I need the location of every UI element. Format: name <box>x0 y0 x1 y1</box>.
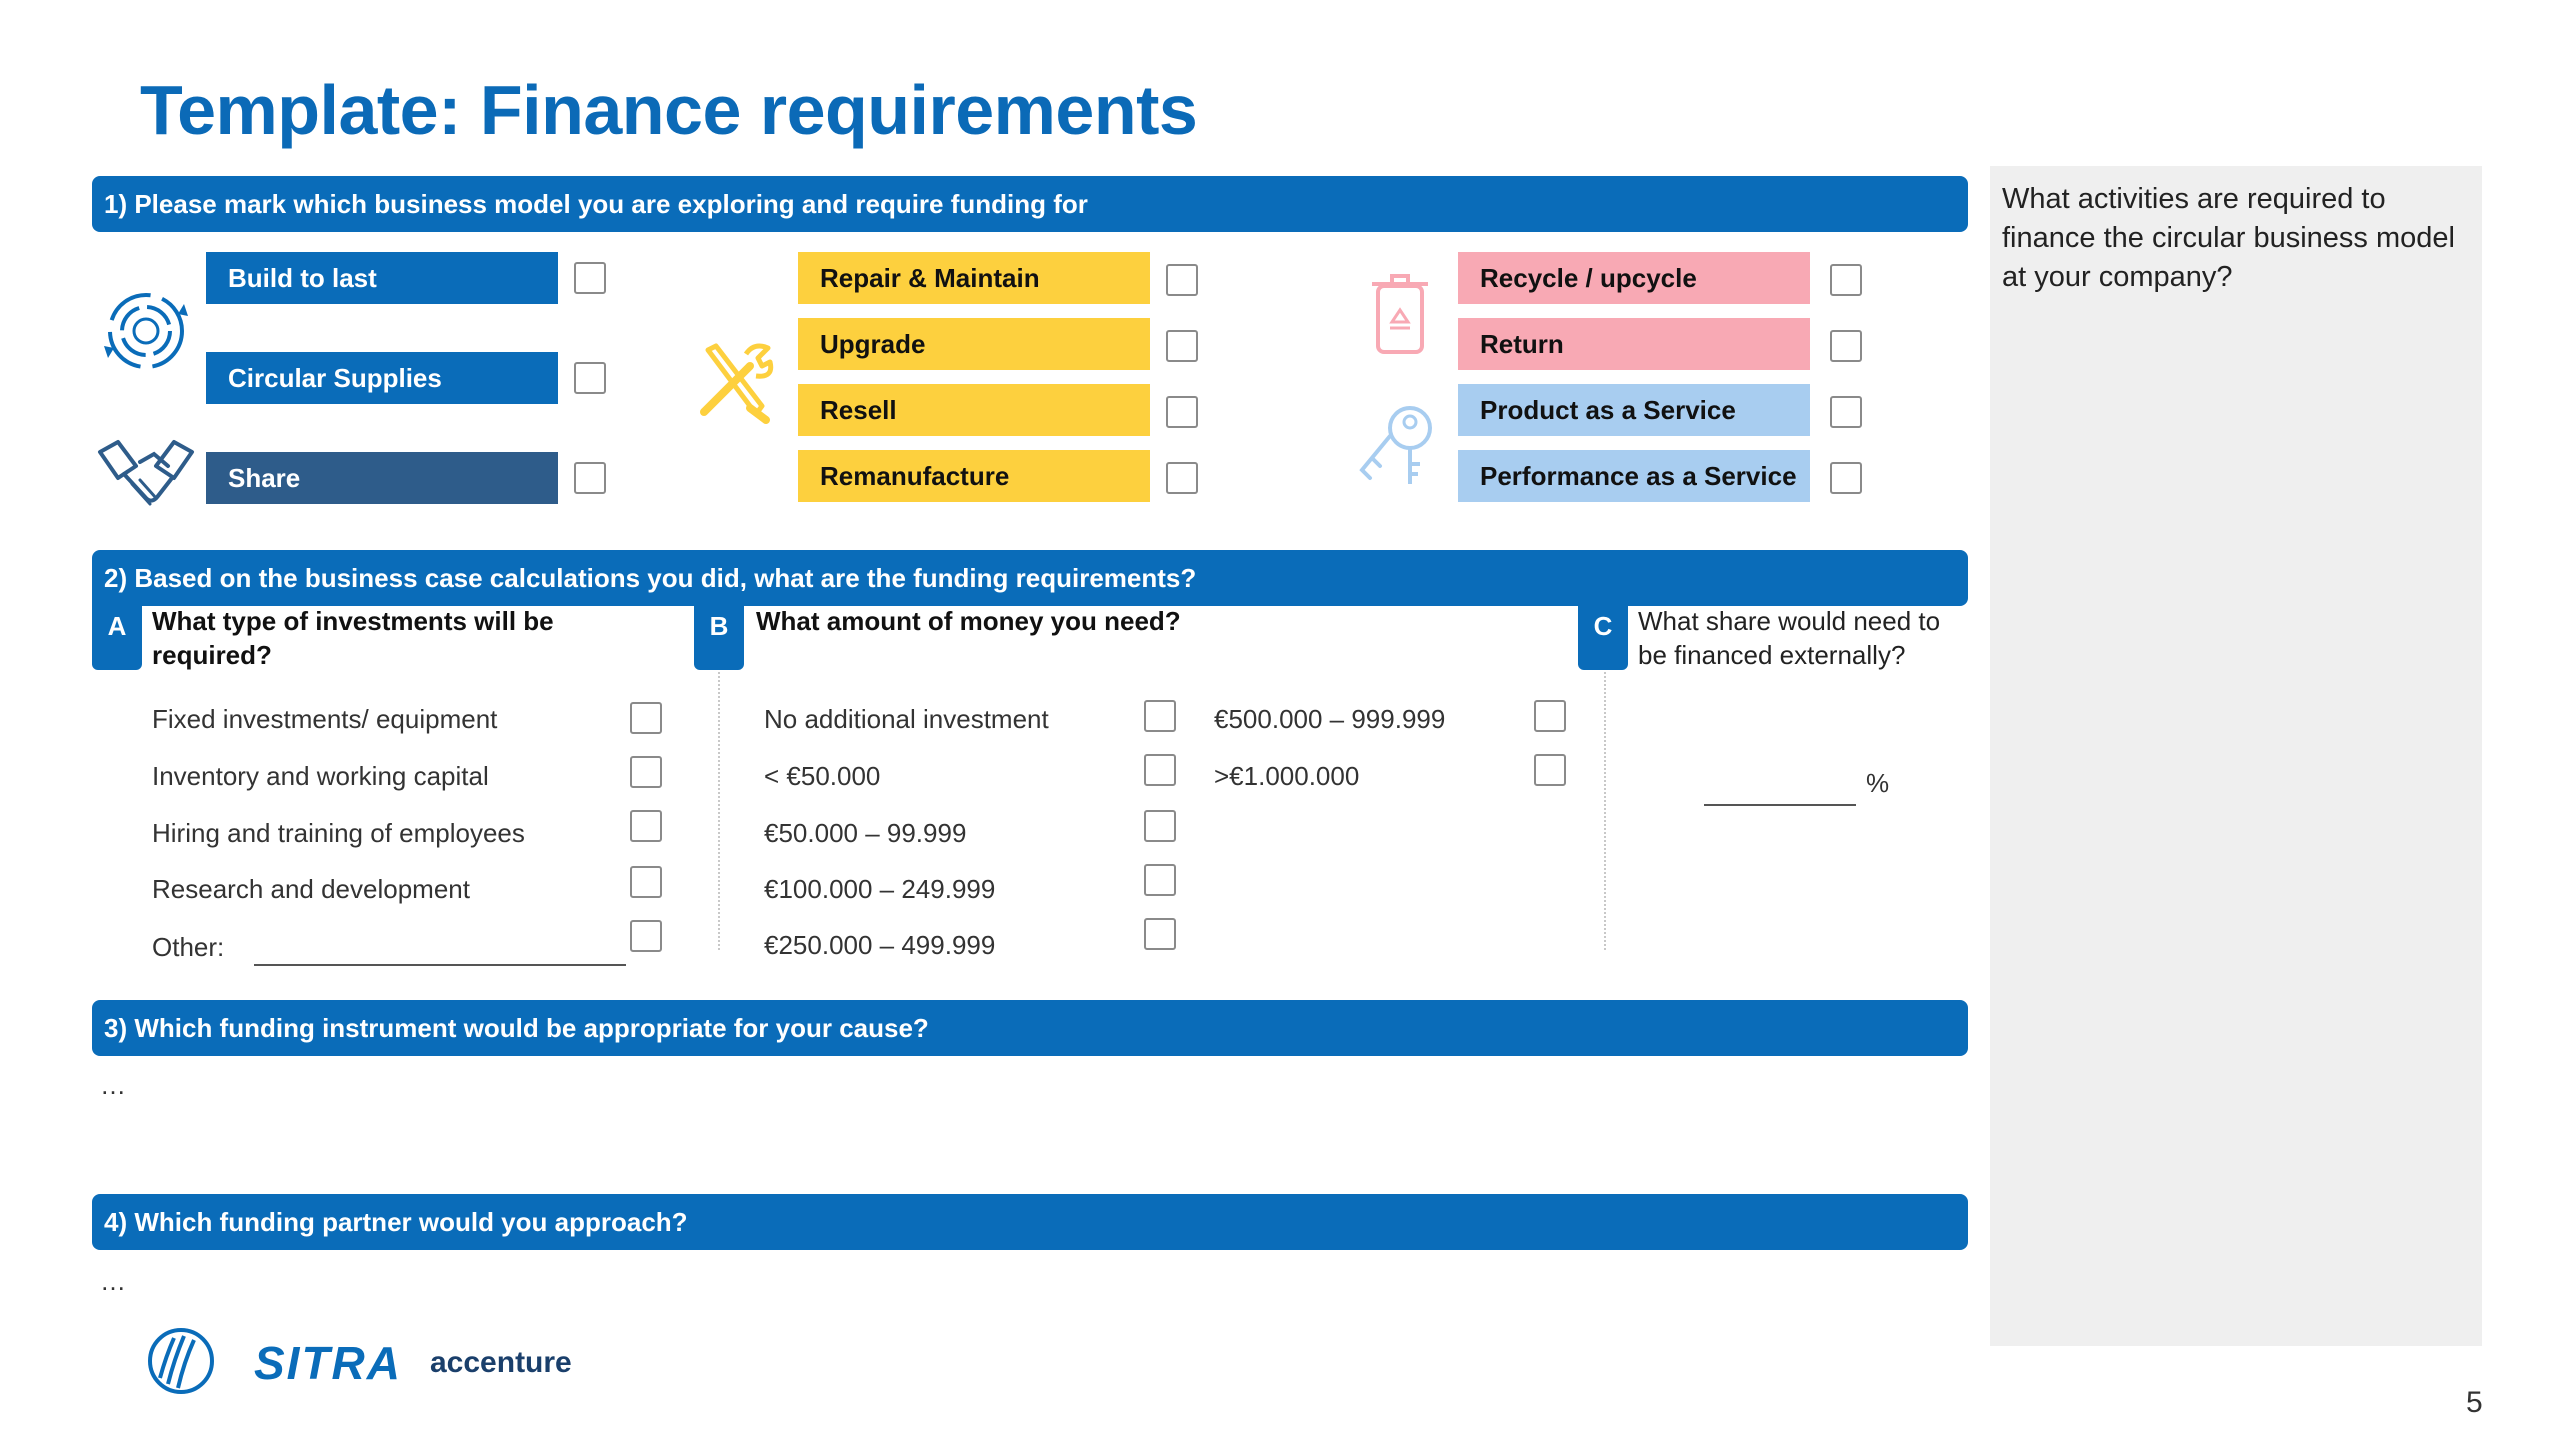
model-return: Return <box>1458 318 1810 370</box>
amount-option-50k-99k: €50.000 – 99.999 <box>764 818 967 848</box>
sitra-emblem-icon <box>146 1326 216 1401</box>
section3-answer[interactable]: … <box>100 1070 126 1100</box>
accenture-logo: accenture <box>430 1346 572 1379</box>
checkbox-amount-50k-99k[interactable] <box>1144 810 1176 842</box>
checkbox-investment-other[interactable] <box>630 920 662 952</box>
amount-option-under-50k: < €50.000 <box>764 761 881 791</box>
column-divider-bc <box>1604 660 1606 950</box>
column-c-title: What share would need to be financed externally? <box>1638 606 1941 670</box>
column-a-title: What type of investments will be required? <box>152 606 554 670</box>
checkbox-amount-over-1m[interactable] <box>1534 754 1566 786</box>
checkbox-investment-hiring[interactable] <box>630 810 662 842</box>
checkbox-repair-maintain[interactable] <box>1166 264 1198 296</box>
checkbox-upgrade[interactable] <box>1166 330 1198 362</box>
checkbox-recycle-upcycle[interactable] <box>1830 264 1862 296</box>
column-a-letter: A <box>92 598 142 670</box>
section4-header: 4) Which funding partner would you approach? <box>92 1194 1968 1250</box>
model-product-as-a-service: Product as a Service <box>1458 384 1810 436</box>
section3-header: 3) Which funding instrument would be appropriate for your cause? <box>92 1000 1968 1056</box>
checkbox-investment-inventory[interactable] <box>630 756 662 788</box>
checkbox-return[interactable] <box>1830 330 1862 362</box>
model-recycle-upcycle: Recycle / upcycle <box>1458 252 1810 304</box>
page-title: Template: Finance requirements <box>140 71 1198 149</box>
model-resell: Resell <box>798 384 1150 436</box>
checkbox-resell[interactable] <box>1166 396 1198 428</box>
section2-header: 2) Based on the business case calculations you did, what are the funding requirements? <box>92 550 1968 606</box>
investment-option-fixed: Fixed investments/ equipment <box>152 704 498 734</box>
model-repair-maintain: Repair & Maintain <box>798 252 1150 304</box>
percent-sign: % <box>1866 768 1890 798</box>
checkbox-build-to-last[interactable] <box>574 262 606 294</box>
checkbox-amount-250k-499k[interactable] <box>1144 918 1176 950</box>
investment-option-hiring: Hiring and training of employees <box>152 818 525 848</box>
checkbox-amount-under-50k[interactable] <box>1144 754 1176 786</box>
column-b-letter: B <box>694 598 744 670</box>
amount-option-100k-249k: €100.000 – 249.999 <box>764 874 996 904</box>
investment-option-inventory: Inventory and working capital <box>152 761 489 791</box>
checkbox-share[interactable] <box>574 462 606 494</box>
checkbox-performance-as-a-service[interactable] <box>1830 462 1862 494</box>
recycle-bin-icon <box>1368 270 1432 363</box>
investment-option-rnd: Research and development <box>152 874 470 904</box>
model-remanufacture: Remanufacture <box>798 450 1150 502</box>
section1-header: 1) Please mark which business model you are exploring and require funding for <box>92 176 1968 232</box>
checkbox-amount-none[interactable] <box>1144 700 1176 732</box>
column-c-letter: C <box>1578 598 1628 670</box>
external-share-field[interactable] <box>1704 804 1856 806</box>
tools-icon <box>690 336 780 431</box>
model-performance-as-a-service: Performance as a Service <box>1458 450 1810 502</box>
handshake-icon <box>96 432 196 521</box>
model-circular-supplies: Circular Supplies <box>206 352 558 404</box>
investment-option-other: Other: <box>152 932 225 962</box>
sitra-logo: SITRA <box>254 1337 402 1389</box>
circular-arrows-icon <box>100 286 192 381</box>
column-b-title: What amount of money you need? <box>756 606 1181 636</box>
amount-option-250k-499k: €250.000 – 499.999 <box>764 930 996 960</box>
page-number: 5 <box>2466 1386 2483 1419</box>
side-panel <box>1990 166 2482 1346</box>
checkbox-remanufacture[interactable] <box>1166 462 1198 494</box>
amount-option-500k-999k: €500.000 – 999.999 <box>1214 704 1446 734</box>
checkbox-amount-100k-249k[interactable] <box>1144 864 1176 896</box>
side-question: What activities are required to finance the circular business model at your company? <box>2002 183 2455 293</box>
other-text-field[interactable] <box>254 964 626 966</box>
column-divider-ab <box>718 660 720 950</box>
checkbox-amount-500k-999k[interactable] <box>1534 700 1566 732</box>
checkbox-product-as-a-service[interactable] <box>1830 396 1862 428</box>
amount-option-none: No additional investment <box>764 704 1049 734</box>
keys-icon <box>1354 400 1444 495</box>
amount-option-over-1m: >€1.000.000 <box>1214 761 1360 791</box>
checkbox-investment-fixed[interactable] <box>630 702 662 734</box>
model-build-to-last: Build to last <box>206 252 558 304</box>
section4-answer[interactable]: … <box>100 1266 126 1296</box>
model-upgrade: Upgrade <box>798 318 1150 370</box>
model-share: Share <box>206 452 558 504</box>
checkbox-circular-supplies[interactable] <box>574 362 606 394</box>
checkbox-investment-rnd[interactable] <box>630 866 662 898</box>
